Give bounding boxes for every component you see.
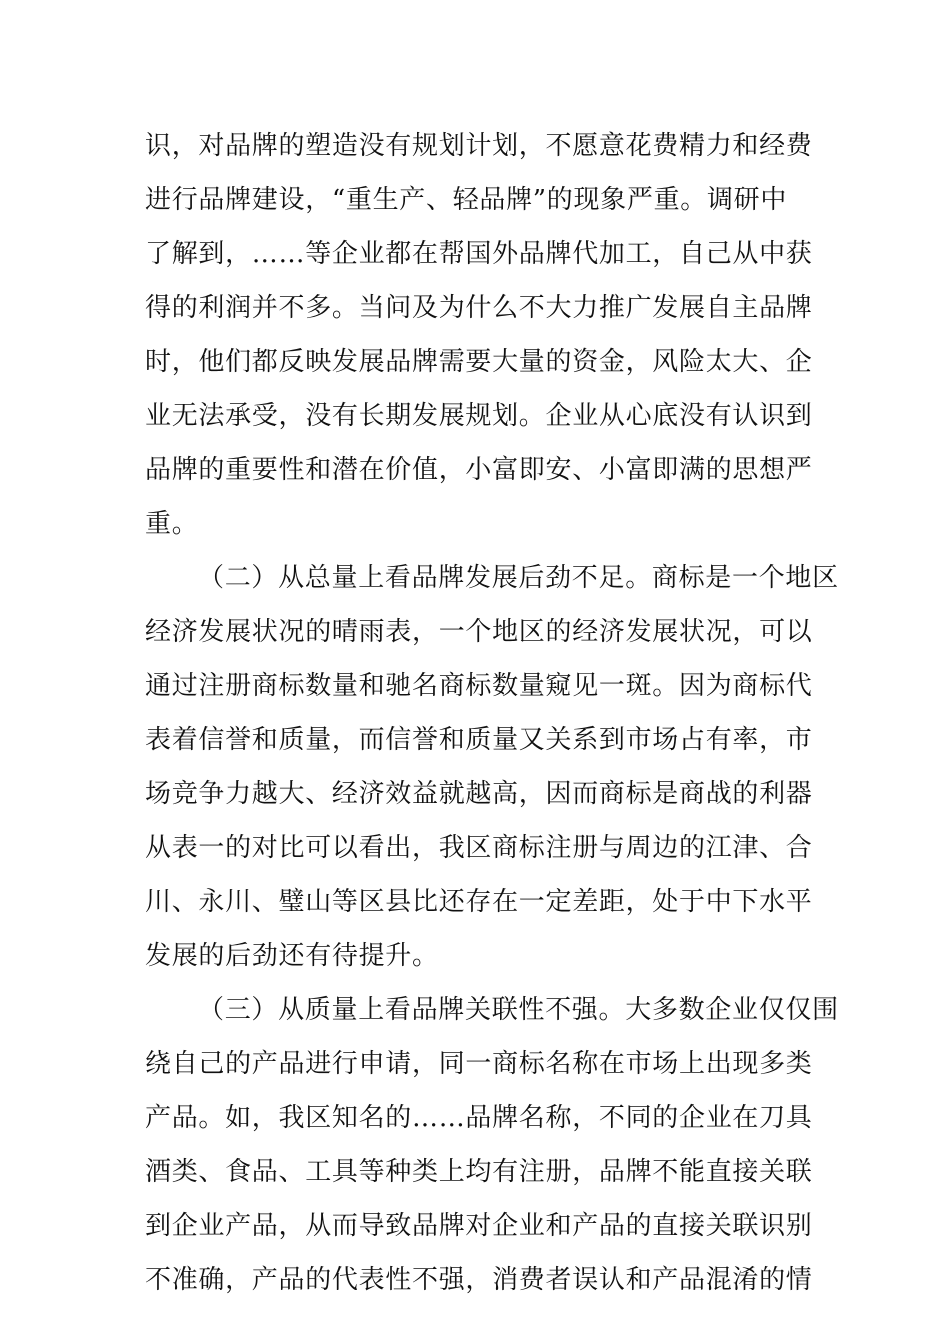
text-line: 到企业产品，从而导致品牌对企业和产品的直接关联识别	[145, 1211, 813, 1241]
text-line: 品牌的重要性和潜在价值，小富即安、小富即满的思想严	[145, 455, 813, 485]
text-line: 产品。如，我区知名的……品牌名称，不同的企业在刀具	[145, 1103, 813, 1133]
text-line: 发展的后劲还有待提升。	[145, 941, 439, 971]
text-line: 绕自己的产品进行申请，同一商标名称在市场上出现多类	[145, 1049, 813, 1079]
text-line: 通过注册商标数量和驰名商标数量窥见一斑。因为商标代	[145, 671, 813, 701]
text-line: 时，他们都反映发展品牌需要大量的资金，风险太大、企	[145, 347, 813, 377]
text-line: 经济发展状况的晴雨表，一个地区的经济发展状况，可以	[145, 617, 813, 647]
text-line: 进行品牌建设，“重生产、轻品牌”的现象严重。调研中	[145, 185, 788, 215]
text-line: 不准确，产品的代表性不强，消费者误认和产品混淆的情	[145, 1265, 813, 1295]
text-line: 川、永川、璧山等区县比还存在一定差距，处于中下水平	[145, 887, 813, 917]
text-line: 酒类、食品、工具等种类上均有注册，品牌不能直接关联	[145, 1157, 813, 1187]
text-line: 表着信誉和质量，而信誉和质量又关系到市场占有率，市	[145, 725, 813, 755]
text-line: 得的利润并不多。当问及为什么不大力推广发展自主品牌	[145, 293, 813, 323]
text-line: 重。	[145, 509, 199, 539]
section-heading-line: （三）从质量上看品牌关联性不强。大多数企业仅仅围	[198, 995, 839, 1025]
text-line: 了解到，……等企业都在帮国外品牌代加工，自己从中获	[145, 239, 813, 269]
text-line: 从表一的对比可以看出，我区商标注册与周边的江津、合	[145, 833, 813, 863]
section-heading-line: （二）从总量上看品牌发展后劲不足。商标是一个地区	[198, 563, 839, 593]
text-line: 识，对品牌的塑造没有规划计划，不愿意花费精力和经费	[145, 131, 813, 161]
text-line: 场竞争力越大、经济效益就越高，因而商标是商战的利器	[145, 779, 813, 809]
text-line: 业无法承受，没有长期发展规划。企业从心底没有认识到	[145, 401, 813, 431]
